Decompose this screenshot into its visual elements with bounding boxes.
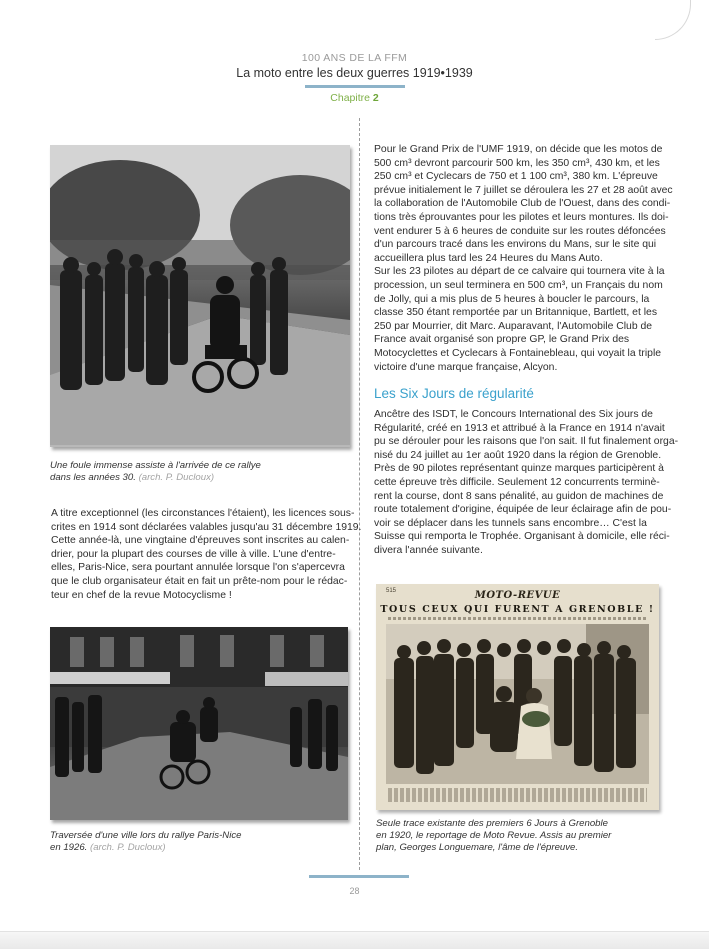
paris-nice-illustration: [50, 627, 348, 820]
text-line: pu se dérouler pour les raisons que l'on sait. Il fut finalement orga-: [374, 436, 679, 448]
caption-line: Traversée d'une ville lors du rallye Paris-Nice: [50, 830, 242, 841]
text-line: prévue initialement le 7 juillet se déroulera les 27 et 28 août avec: [374, 184, 673, 196]
moto-revue-clipping: [376, 584, 659, 810]
magazine-subline: [388, 617, 647, 620]
header-rule: [305, 85, 405, 88]
text-line: elles, Paris-Nice, sera pourtant annulée lorsque l'on s'apercevra: [51, 562, 345, 574]
text-line: Suisse qui remporta le Trophée. Organisant à domicile, elle réci-: [374, 531, 670, 543]
magazine-title: MOTO-REVUE: [474, 590, 561, 601]
caption-line: Seule trace existante des premiers 6 Jours à Grenoble: [376, 818, 608, 829]
caption-line: dans les années 30.: [50, 472, 136, 483]
photo-credit: (arch. P. Ducloux): [90, 842, 166, 853]
licences-paragraph: [51, 507, 362, 602]
text-line: nisé du 24 juillet au 1er août 1920 dans la région de Grenoble.: [374, 449, 662, 461]
section-title-six-jours: Les Six Jours de régularité: [374, 386, 534, 401]
text-line: la collaboration de l'Automobile Club de l'Ouest, dans des condi-: [374, 198, 671, 210]
page-number: 28: [349, 886, 360, 896]
text-line: 500 cm³ devront parcourir 500 km, les 350 cm³, 430 km, et les: [374, 157, 660, 169]
rally-arrival-illustration: [50, 145, 350, 447]
paris-nice-photo: [50, 627, 348, 820]
caption-line: Une foule immense assiste à l'arrivée de ce rallye: [50, 460, 261, 471]
text-line: A titre exceptionnel (les circonstances l'étaient), les licences sous-: [51, 508, 355, 519]
text-line: crites en 1914 sont déclarées valables jusqu'au 31 décembre 1919.: [51, 521, 362, 533]
text-line: Cette année-là, une vingtaine d'épreuves sont inscrites au calen-: [51, 535, 350, 547]
text-line: voir se déplacer dans les tunnels sans encombre… C'est la: [374, 517, 647, 529]
magazine-page-number: 515: [386, 588, 397, 594]
text-line: Régularité, créé en 1913 et attribué à la France en 1914 n'avait: [374, 422, 665, 434]
text-line: France avait organisé son propre GP, le Grand Prix des: [374, 334, 630, 346]
text-line: Pour le Grand Prix de l'UMF 1919, on décide que les motos de: [374, 144, 663, 155]
text-line: route totalement d'origine, équipée de leur éclairage afin de pou-: [374, 504, 672, 516]
text-line: Motocyclettes et Cyclecars à Fontainebleau, qui voyait la triple: [374, 347, 662, 359]
text-line: que le club organisateur était en fait un prête-nom pour le rédac-: [51, 575, 348, 587]
text-line: d'un parcours tracé dans les environs du Mans, sur le site qui: [374, 239, 657, 251]
book-title: 100 ANS DE LA FFM: [301, 52, 408, 64]
text-line: victoire d'une marque française, Alcyon.: [374, 361, 558, 373]
text-line: rent la course, dont 8 sans pénalité, au guidon de machines de: [374, 490, 664, 502]
group-photo-illustration: [386, 624, 649, 784]
chapter-text: Chapitre: [330, 92, 370, 104]
moto-revue-caption: [376, 818, 676, 854]
text-line: Près de 90 pilotes représentant quinze marques participèrent à: [374, 463, 664, 475]
photo-credit: (arch. P. Ducloux): [138, 472, 215, 483]
caption-line: en 1926.: [50, 842, 88, 853]
six-jours-paragraph: [374, 408, 679, 558]
grand-prix-paragraph: [374, 143, 674, 374]
text-line: vent endurer 5 à 6 heures de conduite sur les routes défoncées: [374, 225, 666, 237]
text-line: procession, un seul terminera en 500 cm³, un Français du nom: [374, 279, 663, 291]
rally-arrival-photo: [50, 145, 350, 447]
caption-line: plan, Georges Longuemare, l'âme de l'épreuve.: [376, 842, 579, 853]
text-line: divera l'année suivante.: [374, 544, 483, 556]
text-line: accueillera plus tard les 24 Heures du Mans Auto.: [374, 252, 603, 264]
paris-nice-caption: [50, 830, 350, 854]
text-line: de Jolly, qui a mis plus de 5 heures à boucler le parcours, la: [374, 293, 650, 305]
text-line: 250 cm³ et Cyclecars de 750 et 1 100 cm³, 380 km. L'épreuve: [374, 171, 658, 183]
caption-line: en 1920, le reportage de Moto Revue. Assis au premier: [376, 830, 612, 841]
page-corner-curl: [655, 0, 691, 40]
magazine-headline: TOUS CEUX QUI FURENT A GRENOBLE !: [380, 604, 655, 615]
text-line: cette épreuve très difficile. Seulement 12 concurrents terminè-: [374, 476, 660, 488]
column-divider: [359, 118, 360, 870]
chapter-number: 2: [372, 92, 379, 104]
page-edge: [0, 931, 709, 949]
page-header: [0, 52, 709, 104]
text-line: drier, pour la plupart des courses de ville à ville. L'une d'entre-: [51, 548, 336, 560]
chapter-label: [0, 92, 709, 104]
magazine-caption-text: [388, 788, 647, 802]
text-line: Sur les 23 pilotes au départ de ce calvaire qui tournera vite à la: [374, 266, 665, 278]
text-line: 250 par Mourrier, dit Marc. Auparavant, l'Automobile Club de: [374, 320, 653, 332]
text-line: teur en chef de la revue Motocyclisme !: [51, 589, 232, 601]
text-line: classe 350 étant remportée par un Britannique, Bartlett, et les: [374, 307, 658, 319]
footer-rule: [309, 875, 409, 878]
text-line: tions très éprouvantes pour les pilotes et leurs montures. Ils doi-: [374, 211, 669, 223]
text-line: Ancêtre des ISDT, le Concours International des Six jours de: [374, 409, 653, 420]
book-subtitle: La moto entre les deux guerres 1919•1939: [236, 66, 473, 80]
rally-arrival-caption: [50, 460, 350, 484]
